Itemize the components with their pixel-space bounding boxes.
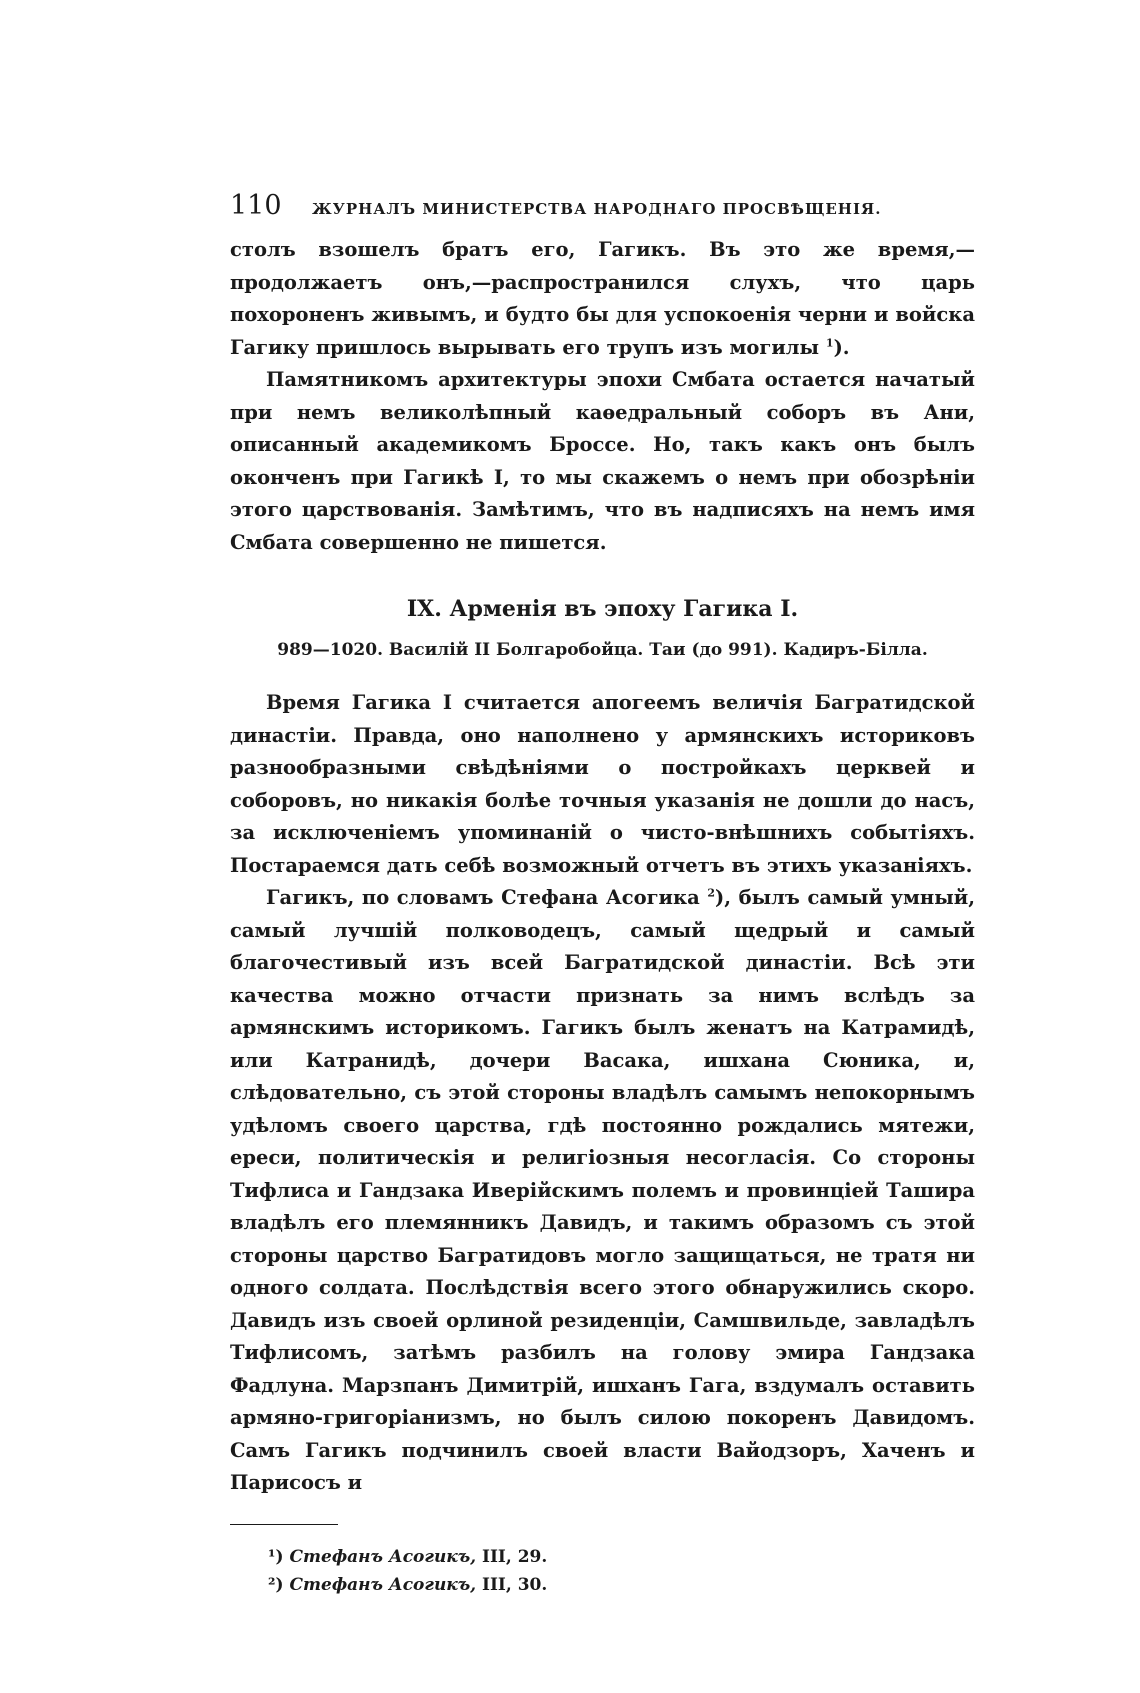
paragraph-text: столъ взошелъ братъ его, Гагикъ. Въ это же время,—продолжаетъ онъ,—распространился слухъ, что царь похороненъ живымъ, и будто бы для успокоенія черни и войска Гагику пришлось вырывать его трупъ изъ могилы (230, 238, 975, 359)
footnote-2 (268, 1571, 975, 1599)
footnote-author: Стефанъ Асогикъ, (289, 1546, 477, 1567)
paragraph-text: былъ самый умный, самый лучшій полководецъ, самый щедрый и самый благочестивый изъ всей Багратидской династіи. Всѣ эти качества можно отчасти признать за нимъ вслѣдъ за армянскимъ историкомъ. Гагикъ былъ женатъ на Катрамидѣ, или Катранидѣ, дочери Васака, ишхана Сюника, и, слѣдовательно, съ этой стороны владѣлъ самымъ непокорнымъ удѣломъ своего царства, гдѣ постоянно рождались мятежи, ереси, политическія и религіозныя несогласія. Со стороны Тифлиса и Гандзака Иверійскимъ полемъ и провинціей Ташира владѣлъ его племянникъ Давидъ, и такимъ образомъ съ этой стороны царство Багратидовъ могло защищаться, не тратя ни одного солдата. Послѣдствія всего этого обнаружились скоро. Давидъ изъ своей орлиной резиденціи, Самшвильде, завладѣлъ Тифлисомъ, затѣмъ разбилъ на голову эмира Гандзака Фадлуна. Марзпанъ Димитрій, ишханъ Гага, вздумалъ оставить армяно-григоріанизмъ, но былъ силою покоренъ Давидомъ. Самъ Гагикъ подчинилъ своей власти Вайодзоръ, Хаченъ и Парисосъ и (230, 886, 975, 1494)
footnote-ref-1[interactable]: 1 (825, 336, 834, 349)
footnote-ref-close: ). (833, 335, 850, 359)
document-page (230, 190, 975, 1599)
paragraph-text: Время Гагика I считается апогеемъ величія Багратидской династіи. Правда, оно наполнено у армянскихъ историковъ разнообразными свѣдѣніями о постройкахъ церквей и соборовъ, но никакія болѣе точныя указанія не дошли до насъ, за исключеніемъ упоминаній о чисто-внѣшнихъ событіяхъ. Постараемся дать себѣ возможный отчетъ въ этихъ указаніяхъ. (230, 691, 975, 877)
paragraph-gagik-era (230, 687, 975, 882)
footnote-1 (268, 1543, 975, 1571)
footnote-ref: III, 29. (482, 1546, 548, 1567)
page-header (230, 190, 975, 224)
section-subheading: 989—1020. Василій II Болгаробойца. Таи (до 991). Кадиръ-Білла. (277, 640, 928, 660)
footnote-author: Стефанъ Асогикъ, (289, 1574, 477, 1595)
footnote-mark: ¹) (268, 1546, 284, 1567)
paragraph-architecture (230, 364, 975, 559)
paragraph-text: Памятникомъ архитектуры эпохи Смбата остается начатый при немъ великолѣпный каѳедральный соборъ въ Ани, описанный академикомъ Броссе. Но, такъ какъ онъ былъ оконченъ при Гагикѣ I, то мы скажемъ о немъ при обозрѣніи этого царствованія. Замѣтимъ, что въ надписяхъ на немъ имя Смбата совершенно не пишется. (230, 368, 975, 554)
footnote-ref: III, 30. (482, 1574, 548, 1595)
section-heading: IX. Арменія въ эпоху Гагика I. (406, 596, 799, 622)
running-title: ЖУРНАЛЪ МИНИСТЕРСТВА НАРОДНАГО ПРОСВѢЩЕНІЯ. (312, 200, 882, 218)
page-number: 110 (230, 190, 282, 221)
footnote-mark: ²) (268, 1574, 284, 1595)
footnote-ref-2[interactable]: 2 (707, 886, 715, 900)
paragraph-continuation (230, 234, 975, 364)
paragraph-gagik-character (230, 882, 975, 1500)
footnote-divider (230, 1524, 338, 1525)
footnote-ref-close: ), (714, 886, 731, 909)
paragraph-text: Гагикъ, по словамъ Стефана Асогика (266, 886, 700, 909)
